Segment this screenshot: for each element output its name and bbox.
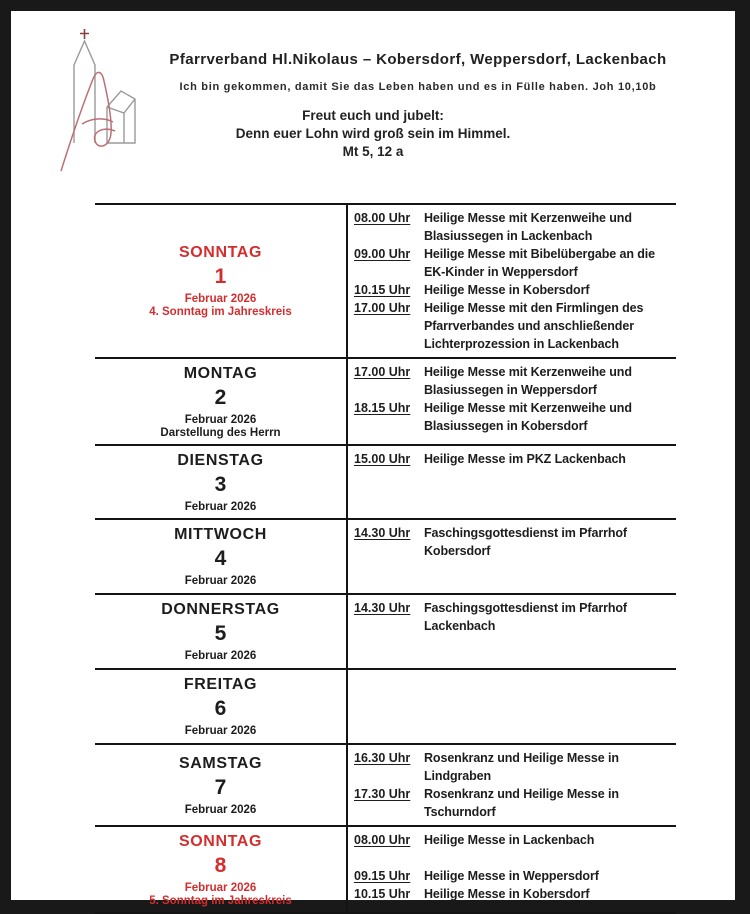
event-item — [354, 245, 672, 281]
event-description: Heilige Messe mit Bibelübergabe an die EK-Kinder in Weppersdorf — [424, 247, 655, 279]
scripture-verse: Ich bin gekommen, damit Sie das Leben haben und es in Fülle haben. Joh 10,10b — [179, 81, 657, 93]
event-time: 08.00 Uhr — [354, 833, 411, 847]
events-cell — [348, 595, 676, 668]
event-time: 10.15 Uhr — [354, 887, 411, 901]
event-time: 08.00 Uhr — [354, 211, 411, 225]
event-description: Heilige Messe in Kobersdorf — [424, 887, 590, 901]
day-name: DONNERSTAG — [161, 601, 280, 618]
event-item — [354, 209, 672, 245]
schedule-row-mittwoch-4 — [95, 518, 676, 593]
event-time: 10.15 Uhr — [354, 283, 411, 297]
day-number: 2 — [214, 385, 227, 409]
event-description: Faschingsgottesdienst im Pfarrhof Lackenbach — [424, 601, 627, 633]
day-name: FREITAG — [183, 676, 258, 693]
day-name: SAMSTAG — [178, 754, 262, 772]
events-cell — [348, 359, 676, 444]
event-item — [354, 524, 672, 560]
day-cell — [95, 205, 348, 357]
event-time: 15.00 Uhr — [354, 452, 411, 466]
day-note: 5. Sonntag im Jahreskreis — [149, 894, 292, 907]
day-month: Februar 2026 — [184, 725, 257, 737]
event-time: 17.00 Uhr — [354, 365, 411, 379]
day-name: SONNTAG — [178, 832, 262, 850]
event-time: 17.30 Uhr — [354, 787, 411, 801]
day-cell — [95, 827, 348, 912]
day-number: 8 — [214, 853, 227, 877]
event-description: Heilige Messe mit Kerzenweihe und Blasiussegen in Lackenbach — [424, 211, 632, 243]
quote-line-3: Mt 5, 12 a — [342, 144, 404, 159]
event-item — [354, 749, 672, 785]
weekly-quote — [11, 107, 735, 161]
day-note: 4. Sonntag im Jahreskreis — [149, 306, 292, 318]
event-description: Heilige Messe im PKZ Lackenbach — [424, 452, 626, 466]
day-name: SONNTAG — [178, 244, 262, 261]
logo-cross-icon — [80, 29, 89, 39]
day-number: 7 — [214, 775, 227, 799]
day-cell — [95, 359, 348, 444]
event-description: Heilige Messe mit Kerzenweihe und Blasiussegen in Kobersdorf — [424, 401, 632, 433]
event-description: Faschingsgottesdienst im Pfarrhof Kobersdorf — [424, 526, 627, 558]
event-time: 17.00 Uhr — [354, 301, 411, 315]
event-description: Heilige Messe in Weppersdorf — [424, 869, 599, 883]
event-time: 09.15 Uhr — [354, 869, 411, 883]
quote-line-2: Denn euer Lohn wird groß sein im Himmel. — [235, 126, 511, 141]
document-page — [11, 11, 735, 907]
day-month: Februar 2026 — [184, 881, 257, 894]
day-number: 3 — [214, 472, 227, 496]
event-item — [354, 831, 672, 849]
day-month: Februar 2026 — [184, 575, 257, 587]
event-time: 14.30 Uhr — [354, 526, 411, 540]
event-time: 16.30 Uhr — [354, 751, 411, 765]
schedule-row-sonntag-8 — [95, 825, 676, 912]
day-cell — [95, 670, 348, 743]
day-cell — [95, 595, 348, 668]
event-item — [354, 885, 672, 903]
event-time: 18.15 Uhr — [354, 401, 411, 415]
schedule-row-montag-2 — [95, 357, 676, 444]
event-item — [354, 450, 672, 468]
day-number: 6 — [214, 697, 227, 720]
event-time: 09.00 Uhr — [354, 247, 411, 261]
day-month: Februar 2026 — [184, 500, 257, 513]
event-item — [354, 399, 672, 435]
event-description: Heilige Messe mit Kerzenweihe und Blasiussegen in Weppersdorf — [424, 365, 632, 397]
day-cell — [95, 520, 348, 593]
day-month: Februar 2026 — [184, 413, 257, 426]
event-description: Rosenkranz und Heilige Messe in Tschurndorf — [424, 787, 619, 819]
day-name: DIENSTAG — [177, 451, 264, 469]
event-item — [354, 599, 672, 635]
day-cell — [95, 745, 348, 825]
day-cell — [95, 446, 348, 518]
schedule-row-dienstag-3 — [95, 444, 676, 518]
events-cell — [348, 520, 676, 593]
schedule-row-freitag-6 — [95, 668, 676, 743]
day-number: 4 — [214, 547, 227, 570]
events-cell — [348, 827, 676, 912]
day-number: 1 — [214, 265, 227, 288]
page-title: Pfarrverband Hl.Nikolaus – Kobersdorf, Weppersdorf, Lackenbach — [169, 51, 667, 68]
event-description: Heilige Messe in Kobersdorf — [424, 283, 590, 297]
event-time: 14.30 Uhr — [354, 601, 411, 615]
quote-line-1: Freut euch und jubelt: — [302, 108, 444, 123]
event-item — [354, 785, 672, 821]
events-cell — [348, 745, 676, 825]
event-item — [354, 363, 672, 399]
day-number: 5 — [214, 622, 227, 645]
event-item — [354, 281, 672, 299]
event-item — [354, 299, 672, 353]
day-month: Februar 2026 — [184, 293, 257, 305]
schedule-row-sonntag-1 — [95, 203, 676, 357]
day-month: Februar 2026 — [184, 650, 257, 662]
schedule-row-donnerstag-5 — [95, 593, 676, 668]
event-description: Heilige Messe mit den Firmlingen des Pfarrverbandes und anschließender Lichterprozession in Lackenbach — [424, 301, 644, 351]
event-description: Heilige Messe in Lackenbach — [424, 833, 595, 847]
schedule-table — [95, 203, 676, 914]
events-cell — [348, 446, 676, 518]
event-item — [354, 867, 672, 885]
day-name: MONTAG — [183, 364, 258, 382]
events-cell-empty — [348, 670, 676, 743]
event-description: Rosenkranz und Heilige Messe in Lindgraben — [424, 751, 619, 783]
events-cell — [348, 205, 676, 357]
day-name: MITTWOCH — [174, 526, 267, 543]
day-month: Februar 2026 — [184, 803, 257, 816]
day-note: Darstellung des Herrn — [160, 426, 281, 439]
schedule-row-samstag-7 — [95, 743, 676, 825]
